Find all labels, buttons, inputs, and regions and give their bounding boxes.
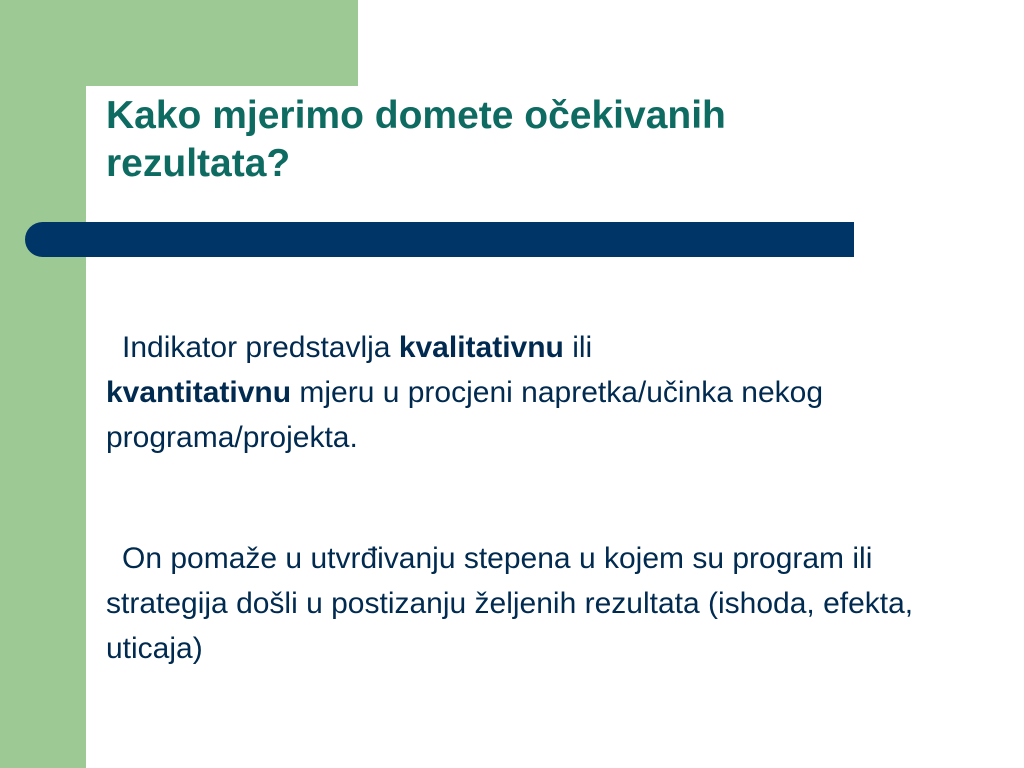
title-line-1: Kako mjerimo domete očekivanih	[106, 94, 726, 137]
paragraph-indikator	[106, 325, 966, 460]
title-divider-bar	[25, 222, 854, 257]
top-green-block	[86, 0, 358, 86]
para1-bold-kvantitativnu: kvantitativnu	[106, 376, 292, 409]
para1-text-a: Indikator predstavlja	[122, 331, 399, 364]
para1-text-b: ili	[563, 331, 593, 364]
para1-text-c: mjeru u procjeni napretka/učinka nekog programa/projekta.	[106, 376, 824, 454]
slide-title	[106, 92, 986, 188]
paragraph-on-pomaze: On pomaže u utvrđivanju stepena u kojem su program ili strategija došli u postizanju željenih rezultata (ishoda, efekta, uticaja)	[106, 542, 914, 665]
para1-bold-kvalitativnu: kvalitativnu	[398, 331, 564, 364]
left-green-band	[0, 0, 86, 768]
title-line-2: rezultata?	[106, 142, 291, 185]
